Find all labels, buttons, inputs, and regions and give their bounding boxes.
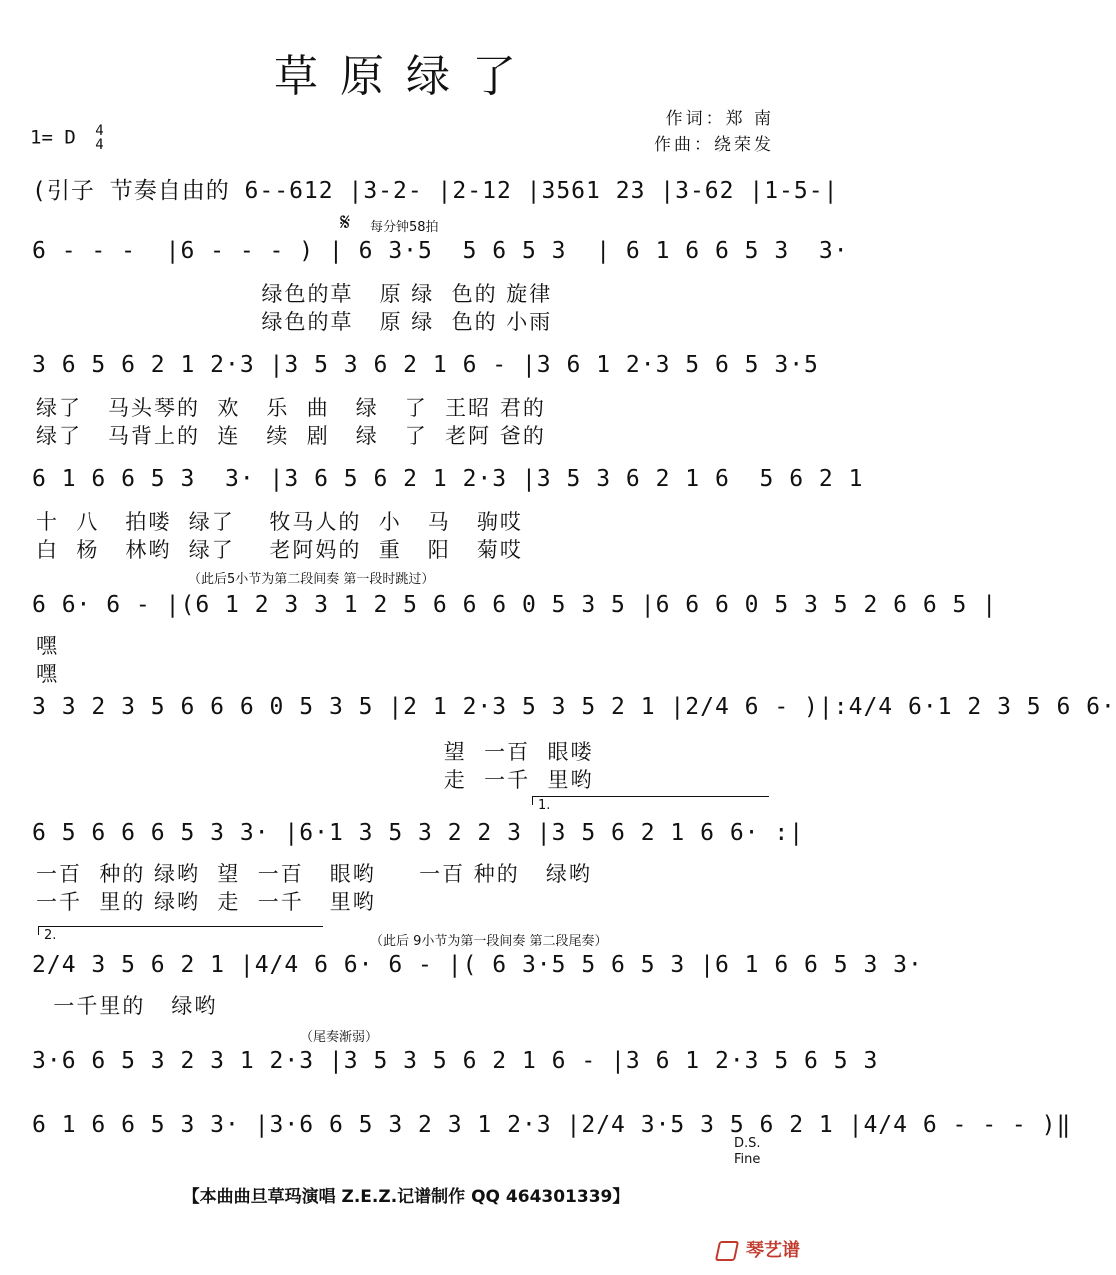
lyric-line-2a: 绿色的草 原 绿 色的 旋律 xyxy=(36,282,553,306)
lyric-line-5a: 嘿 xyxy=(36,634,59,658)
notation-line-4: 6 1 6 6 5 3 3· |3 6 5 6 2 1 2·3 |3 5 3 6 2 1 6 5 6 2 1 xyxy=(32,466,864,492)
lyric-line-4a: 十 八 拍喽 绿了 牧马人的 小 马 驹哎 xyxy=(36,510,523,534)
time-top: 4 xyxy=(95,123,104,139)
time-signature xyxy=(95,124,103,152)
time-bottom: 4 xyxy=(95,137,104,153)
volta-bracket-1 xyxy=(532,796,769,805)
ds-mark: D.S. xyxy=(734,1136,761,1151)
fine-mark: Fine xyxy=(734,1152,761,1167)
lyric-line-7a: 一百 种的 绿哟 望 一百 眼哟 一百 种的 绿哟 xyxy=(36,862,592,886)
volta-2-label: 2. xyxy=(44,928,57,943)
lyric-line-3b: 绿了 马背上的 连 续 剧 绿 了 老阿 爸的 xyxy=(36,424,546,448)
notation-line-6: 3 3 2 3 5 6 6 6 0 5 3 5 |2 1 2·3 5 3 5 2 1 |2/4 6 - )|:4/4 6·1 2 3 5 6 6· xyxy=(32,694,1116,720)
segno-sign: 𝄋 xyxy=(340,208,351,236)
notation-line-3: 3 6 5 6 2 1 2·3 |3 5 3 6 2 1 6 - |3 6 1 2·3 5 6 5 3·5 xyxy=(32,352,819,378)
lyric-line-3a: 绿了 马头琴的 欢 乐 曲 绿 了 王昭 君的 xyxy=(36,396,546,420)
lyric-line-2b: 绿色的草 原 绿 色的 小雨 xyxy=(36,310,553,334)
lyric-line-7b: 一千 里的 绿哟 走 一千 里哟 xyxy=(36,890,376,914)
tempo-mark: 每分钟58拍 xyxy=(370,220,439,235)
brand-name: 琴艺谱 xyxy=(746,1240,800,1261)
volta-1-label: 1. xyxy=(538,798,551,813)
page-title: 草原绿了 xyxy=(274,51,538,102)
key-label: 1= D xyxy=(30,126,76,149)
notation-line-7: 6 5 6 6 6 5 3 3· |6·1 3 5 3 2 2 3 |3 5 6 2 1 6 6· :| xyxy=(32,820,805,846)
notation-line-9: 3·6 6 5 3 2 3 1 2·3 |3 5 3 5 6 2 1 6 - |3 6 1 2·3 5 6 5 3 xyxy=(32,1048,879,1074)
interlude-remark-2: （此后 9小节为第一段间奏 第二段尾奏） xyxy=(370,934,608,949)
notation-line-8: 2/4 3 5 6 2 1 |4/4 6 6· 6 - |( 6 3·5 5 6 5 3 |6 1 6 6 5 3 3· xyxy=(32,952,923,978)
lyric-line-4b: 白 杨 林哟 绿了 老阿妈的 重 阳 菊哎 xyxy=(36,538,523,562)
notation-line-2: 6 - - - |6 - - - ) | 6 3·5 5 6 5 3 | 6 1 6 6 5 3 3· xyxy=(32,238,849,264)
notation-line-5: 6 6· 6 - |(6 1 2 3 3 1 2 5 6 6 6 0 5 3 5 |6 6 6 0 5 3 5 2 6 6 5 | xyxy=(32,592,998,618)
lyric-line-5b: 嘿 xyxy=(36,662,59,686)
notation-line-1: (引子 节奏自由的 6--612 |3-2- |2-12 |3561 23 |3-62 |1-5-| xyxy=(32,178,839,204)
lyric-line-6b: 走 一千 里哟 xyxy=(36,768,594,792)
key-signature xyxy=(30,124,104,152)
interlude-remark-1: （此后5小节为第二段间奏 第一段时跳过） xyxy=(188,572,435,587)
brand-icon xyxy=(715,1241,739,1261)
lyric-line-6a: 望 一百 眼喽 xyxy=(36,740,594,764)
notation-line-10: 6 1 6 6 5 3 3· |3·6 6 5 3 2 3 1 2·3 |2/4 3·5 3 5 6 2 1 |4/4 6 - - - )‖ xyxy=(32,1112,1072,1138)
lyricist-credit: 作词：郑 南 xyxy=(665,109,774,129)
outro-remark: （尾奏渐弱） xyxy=(300,1030,379,1045)
composer-credit: 作曲：绕荣发 xyxy=(654,135,774,155)
footer-credit: 【本曲曲旦草玛演唱 Z.E.Z.记谱制作 QQ 464301339】 xyxy=(182,1187,630,1207)
volta-bracket-2 xyxy=(38,926,323,935)
brand-logo[interactable] xyxy=(717,1236,800,1262)
lyric-line-8a: 一千里的 绿哟 xyxy=(36,994,218,1018)
